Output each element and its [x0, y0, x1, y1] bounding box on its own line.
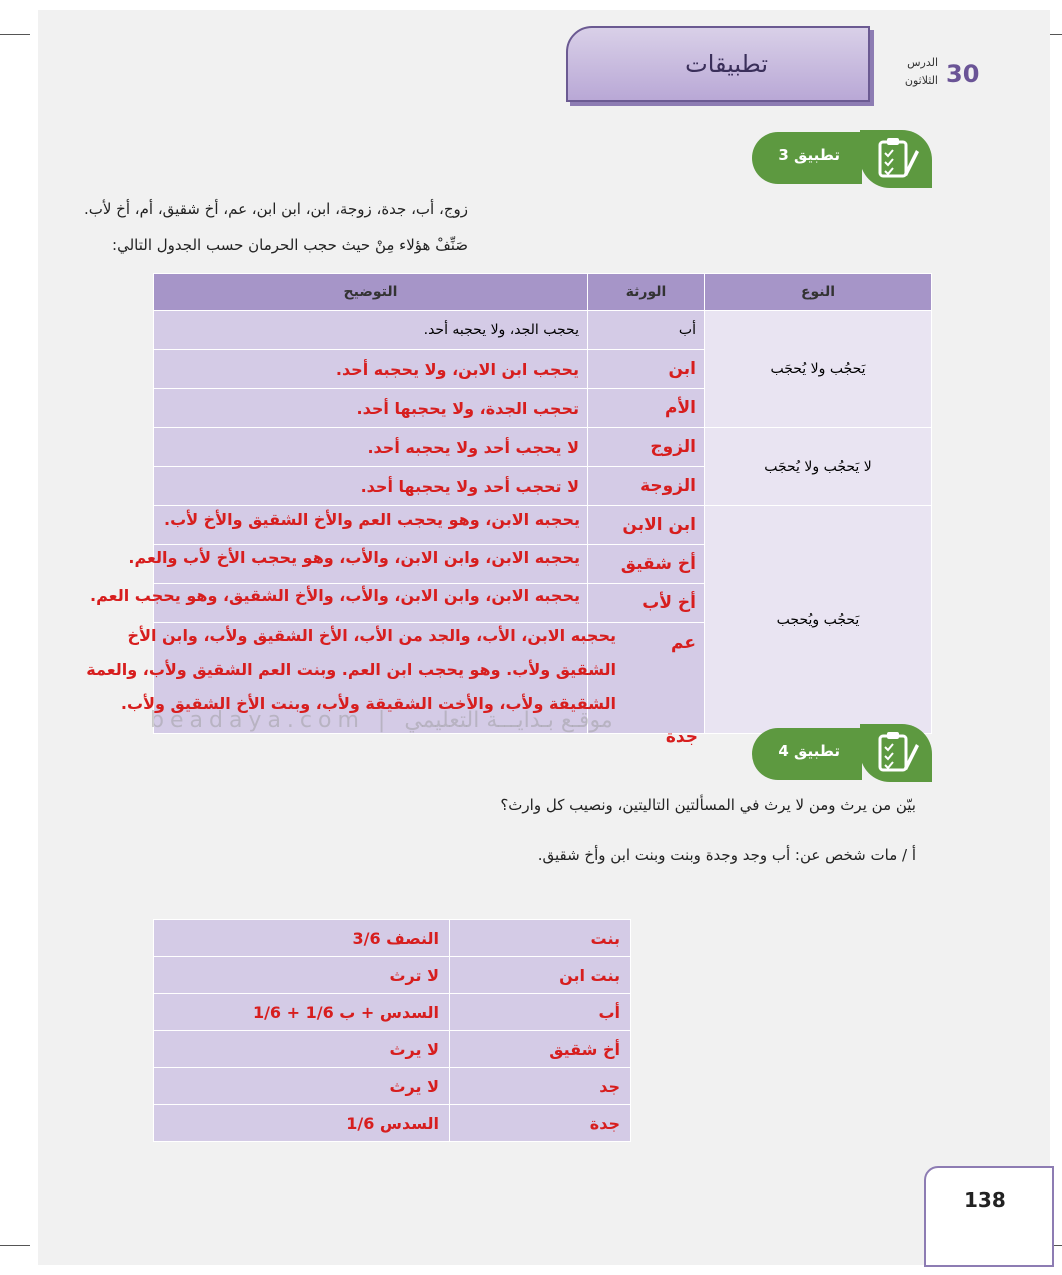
type-cell: لا يَحجُب ولا يُحجَب	[705, 428, 932, 506]
table-header-row	[154, 274, 932, 311]
share-cell: لا ترث	[154, 957, 450, 994]
explain-cell: تحجب الجدة، ولا يحجبها أحد.	[154, 389, 588, 428]
shares-table	[153, 919, 631, 1142]
table-row	[154, 994, 631, 1031]
share-cell: السدس 1/6	[154, 1105, 450, 1142]
heir-cell: الزوجة	[588, 467, 705, 506]
table-row	[154, 1105, 631, 1142]
crop-mark	[0, 34, 30, 35]
share-cell: السدس + ب 1/6 + 1/6	[154, 994, 450, 1031]
app4-icon-box	[860, 724, 932, 782]
table-row	[154, 428, 932, 467]
explain-cell: يحجب الجد، ولا يحجبه أحد.	[154, 311, 588, 350]
app3-label: تطبيق 3	[778, 146, 840, 164]
heir-cell: عم	[588, 623, 705, 734]
answer-uncle-line-1: يحجبه الابن، الأب، والجد من الأب، الأخ الشقيق ولأب، وابن الأخ	[127, 626, 616, 645]
heir-cell: أب	[450, 994, 631, 1031]
heir-cell: أب	[588, 311, 705, 350]
header-heir: الورثة	[588, 274, 705, 311]
share-cell: لا يرث	[154, 1068, 450, 1105]
heir-cell: جد	[450, 1068, 631, 1105]
heir-cell: الزوج	[588, 428, 705, 467]
app4-case-a: أ / مات شخص عن: أب وجد وجدة وبنت وبنت ابن وأخ شقيق.	[537, 846, 916, 864]
share-cell: لا يرث	[154, 1031, 450, 1068]
heir-cell: جدة	[450, 1105, 631, 1142]
header-type: النوع	[705, 274, 932, 311]
app4-question: بيّن من يرث ومن لا يرث في المسألتين التاليتين، ونصيب كل وارث؟	[500, 796, 916, 814]
app4-badge	[752, 728, 862, 780]
heir-cell: بنت ابن	[450, 957, 631, 994]
heir-cell: ابن	[588, 350, 705, 389]
extra-heir-grandmother: جدة	[665, 727, 698, 747]
heir-cell: ابن الابن	[588, 506, 705, 545]
app3-instruction: صَنِّفْ هؤلاء مِنْ حيث حجب الحرمان حسب الجدول التالي:	[112, 236, 468, 254]
heir-cell: أخ شقيق	[450, 1031, 631, 1068]
answer-paternal-brother: يحجبه الابن، وابن الابن، والأب، والأخ الشقيق، وهو يحجب العم.	[90, 586, 580, 605]
table-row	[154, 1031, 631, 1068]
lesson-label: الدرس الثلاثون	[904, 56, 938, 87]
heir-cell: أخ لأب	[588, 584, 705, 623]
explain-cell: لا تحجب أحد ولا يحجبها أحد.	[154, 467, 588, 506]
answer-uncle-line-3: الشقيقة ولأب، والأخت الشقيقة ولأب، وبنت الأخ الشقيق ولأب.	[120, 694, 616, 713]
heir-cell: الأم	[588, 389, 705, 428]
lesson-number: 30	[946, 60, 980, 88]
share-cell: النصف 3/6	[154, 920, 450, 957]
heir-cell: أخ شقيق	[588, 545, 705, 584]
page-title: تطبيقات	[685, 50, 768, 78]
app3-heirs-list: زوج، أب، جدة، زوجة، ابن، ابن ابن، عم، أخ شقيق، أم، أخ لأب.	[83, 200, 468, 218]
answer-full-brother: يحجبه الابن، وابن الابن، والأب، وهو يحجب الأخ لأب والعم.	[128, 548, 580, 567]
title-tab	[566, 26, 870, 102]
table-row	[154, 311, 932, 350]
table-row	[154, 920, 631, 957]
table-row	[154, 957, 631, 994]
heir-cell: بنت	[450, 920, 631, 957]
type-cell: يَحجُب ولا يُحجَب	[705, 311, 932, 428]
answer-uncle-line-2: الشقيق ولأب. وهو يحجب ابن العم. وبنت العم الشقيق ولأب، والعمة	[86, 660, 616, 679]
table-row	[154, 1068, 631, 1105]
clipboard-icon	[874, 730, 920, 776]
type-cell: يَحجُب ويُحجب	[705, 506, 932, 734]
clipboard-icon	[874, 136, 920, 182]
header-explain: التوضيح	[154, 274, 588, 311]
app3-icon-box	[860, 130, 932, 188]
explain-cell: يحجب ابن الابن، ولا يحجبه أحد.	[154, 350, 588, 389]
answer-son-of-son: يحجبه الابن، وهو يحجب العم والأخ الشقيق والأخ لأب.	[164, 510, 580, 529]
crop-mark	[0, 1245, 30, 1246]
page-number: 138	[964, 1188, 1006, 1212]
page-number-box	[924, 1166, 1054, 1267]
explain-cell: لا يحجب أحد ولا يحجبه أحد.	[154, 428, 588, 467]
watermark: beadaya.com | موقـع بـدايـــة التعليمي	[150, 708, 613, 733]
app4-label: تطبيق 4	[778, 742, 840, 760]
app3-badge	[752, 132, 862, 184]
